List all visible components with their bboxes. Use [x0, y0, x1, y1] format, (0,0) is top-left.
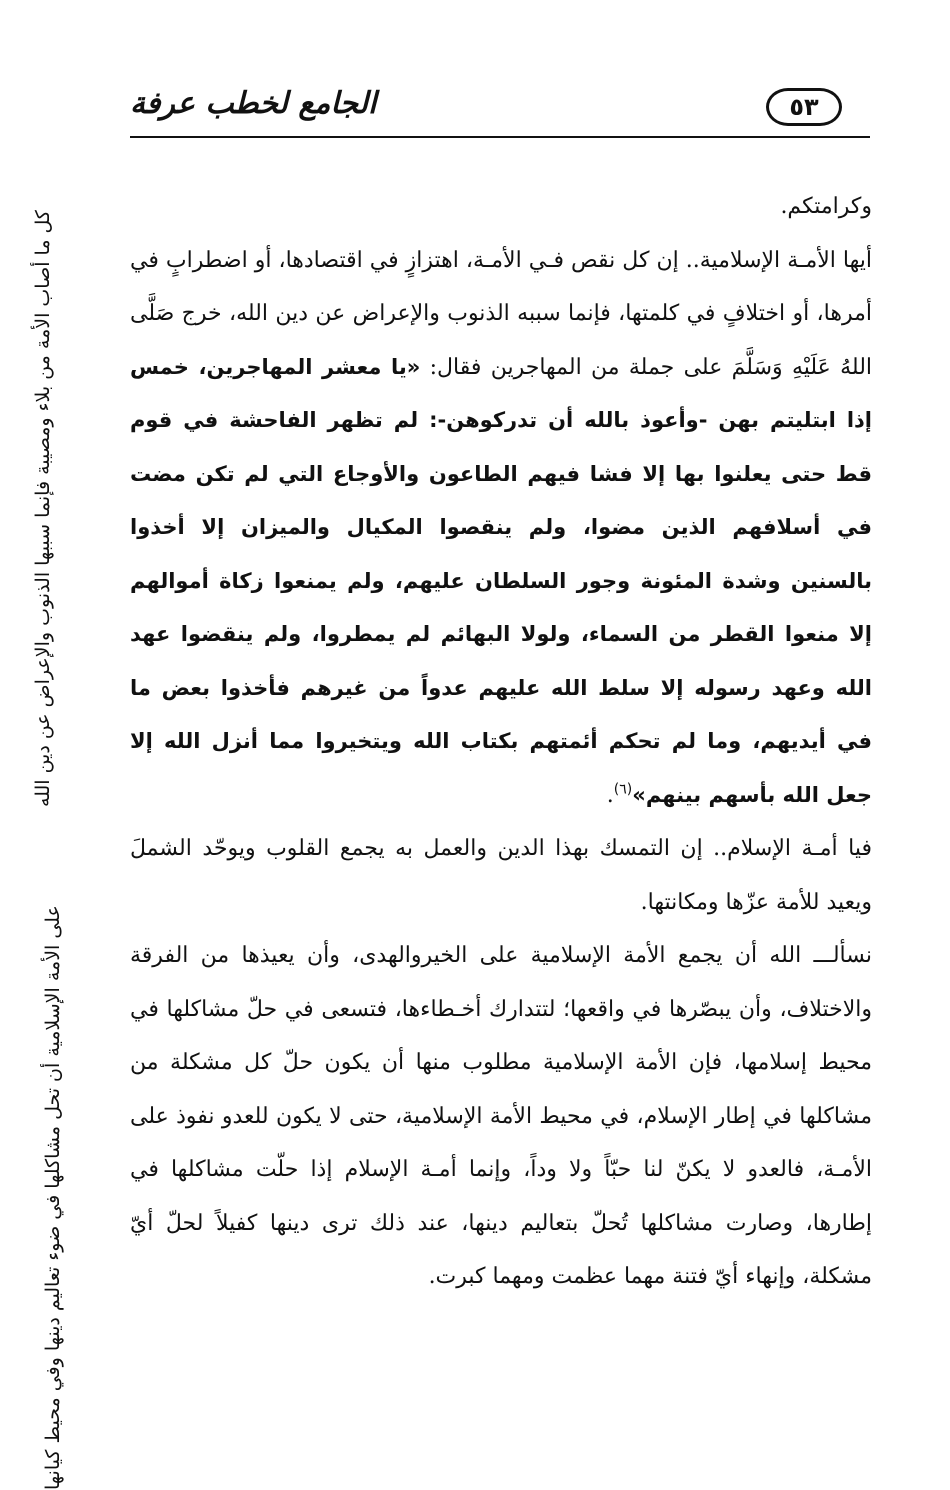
hadith-end-mark: . — [606, 782, 614, 808]
hadith-quote: «يا معشر المهاجرين، خمس إذا ابتليتم بهن -وأعوذ بالله أن تدركوهن-: لم تظهر الفاحشة في قوم قط حتى يعلنوا بها إلا فشا فيهم الطاعون والأوجاع التي لم تكن مضت في أسلافهم الذين مضوا، ولم ينقصوا المكيال والميزان إلا أخذوا بالسنين وشدة المئونة وجور السلطان عليهم، ولم يمنعوا زكاة أموالهم إلا منعوا القطر من السماء، ولولا البهائم لم يمطروا، ولم ينقضوا عهد الله وعهد رسوله إلا سلط الله عليهم عدواً من غيرهم فأخذوا بعض ما في أيديهم، وما لم تحكم أئمتهم بكتاب الله ويتخيروا مما أنزل الله إلا جعل الله بأسهم بينهم» — [130, 354, 872, 807]
paragraph-1 — [130, 234, 872, 823]
book-title: الجامع لخطب عرفة — [130, 86, 377, 121]
footnote-reference: (٦) — [613, 781, 633, 798]
margin-note-top: كل ما أصاب الأمة من بلاء ومصيبة فإنما سببها الذنوب والإعراض عن دين الله — [32, 210, 54, 807]
paragraph-closing-word: وكرامتكم. — [780, 194, 872, 219]
paragraph-1-text: أيها الأمـة الإسلامية.. إن كل نقص فـي الأمـة، اهتزازٍ في اقتصادها، أو اضطرابٍ في أمرها، أو اختلافٍ في كلمتها، فإنما سببه الذنوب والإعراض عن دين الله، خرج صَلَّى اللهُ عَلَيْهِ وَسَلَّمَ على جملة من المهاجرين فقال: — [130, 247, 873, 380]
paragraph-2: فيا أمـة الإسلام.. إن التمسك بهذا الدين والعمل به يجمع القلوب ويوحّد الشملَ ويعيد للأمة عزّها ومكانتها. — [130, 836, 872, 915]
page-number: ٥٣ — [766, 88, 842, 126]
margin-note-bottom: على الأمة الإسلامية أن تحل مشاكلها في ضوء تعاليم دينها وفي محيط كيانها — [42, 905, 64, 1490]
paragraph-3: نسألـــ الله أن يجمع الأمة الإسلامية على الخيروالهدى، وأن يعيذها من الفرقة والاختلاف، وأن يبصّرها في واقعها؛ لتتدارك أخـطاءها، فتسعى في حلّ مشاكلها في محيط إسلامها، فإن الأمة الإسلامية مطلوب منها أن يكون حلّ كل مشكلة من مشاكلها في إطار الإسلام، في محيط الأمة الإسلامية، حتى لا يكون للعدو نفوذ على الأمـة، فالعدو لا يكنّ لنا حبّاً ولا وداً، وإنما أمـة الإسلام إذا حلّت مشاكلها في إطارها، وصارت مشاكلها تُحلّ بتعاليم دينها، عند ذلك ترى دينها كفيلاً لحلّ أيّ مشكلة، وإنهاء أيّ فتنة مهما عظمت ومهما كبرت. — [130, 943, 872, 1289]
header-divider — [130, 136, 870, 138]
page-header — [130, 82, 870, 140]
main-text — [130, 180, 872, 1304]
